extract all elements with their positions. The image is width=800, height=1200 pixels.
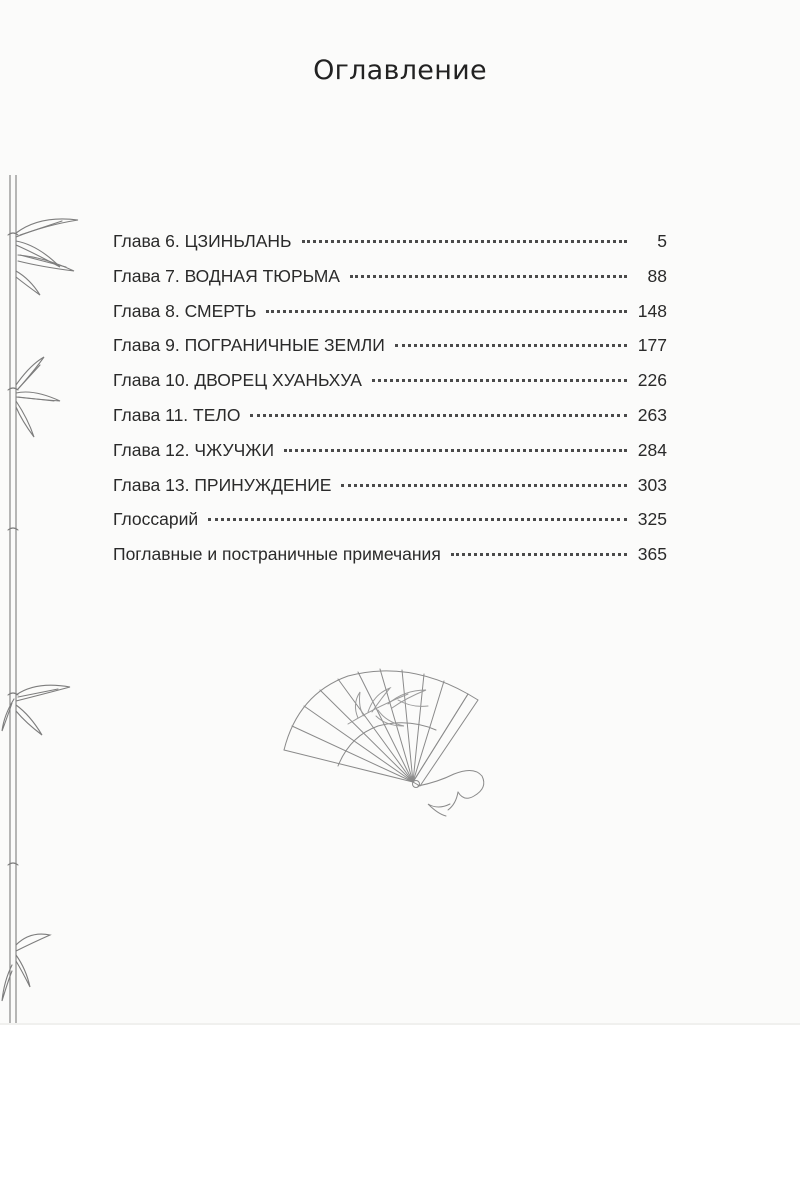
dot-leader: [350, 275, 627, 278]
toc-entry-page: 303: [637, 474, 667, 495]
toc-entry-title: Глава 6. ЦЗИНЬЛАНЬ: [113, 231, 292, 251]
page-title: Оглавление: [313, 55, 487, 86]
toc-entry-title: Глава 8. СМЕРТЬ: [113, 300, 257, 321]
toc-entry-page: 284: [637, 439, 667, 460]
toc-entry-title: Глава 9. ПОГРАНИЧНЫЕ ЗЕМЛИ: [113, 335, 385, 356]
toc-entry-title: Глава 7. ВОДНАЯ ТЮРЬМА: [113, 265, 340, 286]
toc-entry: [113, 335, 667, 370]
dot-leader: [341, 484, 627, 487]
toc-entry-title: Глава 12. ЧЖУЧЖИ: [113, 439, 275, 460]
dot-leader: [284, 449, 627, 452]
toc-entry: [113, 544, 667, 579]
toc-entry-page: 148: [637, 300, 667, 321]
table-of-contents: [113, 231, 667, 579]
toc-entry-title: Глава 11. ТЕЛО: [113, 404, 241, 425]
toc-entry: [113, 231, 667, 266]
toc-entry-title: Глава 10. ДВОРЕЦ ХУАНЬХУА: [113, 370, 362, 391]
toc-entry-page: 177: [637, 335, 667, 356]
toc-entry-page: 365: [637, 544, 667, 565]
dot-leader: [208, 518, 627, 521]
toc-entry-title: Глоссарий: [113, 509, 199, 530]
toc-entry-page: 226: [637, 370, 667, 391]
bamboo-illustration: [0, 175, 90, 1025]
toc-entry-title: Глава 13. ПРИНУЖДЕНИЕ: [113, 474, 332, 495]
toc-entry: [113, 440, 667, 475]
folding-fan-illustration: [278, 664, 498, 824]
dot-leader: [250, 414, 627, 417]
toc-entry-page: 88: [647, 265, 667, 286]
toc-entry-page: 263: [637, 404, 667, 425]
toc-entry: [113, 405, 667, 440]
toc-entry-title: Поглавные и постраничные примечания: [113, 544, 441, 565]
toc-entry: [113, 509, 667, 544]
toc-entry-page: 325: [637, 509, 667, 530]
toc-entry-page: 5: [657, 231, 667, 251]
toc-entry: [113, 475, 667, 510]
toc-entry: [113, 301, 667, 336]
dot-leader: [451, 553, 627, 556]
toc-entry: [113, 266, 667, 301]
dot-leader: [395, 344, 627, 347]
toc-entry: [113, 370, 667, 405]
dot-leader: [302, 240, 628, 243]
dot-leader: [266, 310, 627, 313]
dot-leader: [372, 379, 627, 382]
